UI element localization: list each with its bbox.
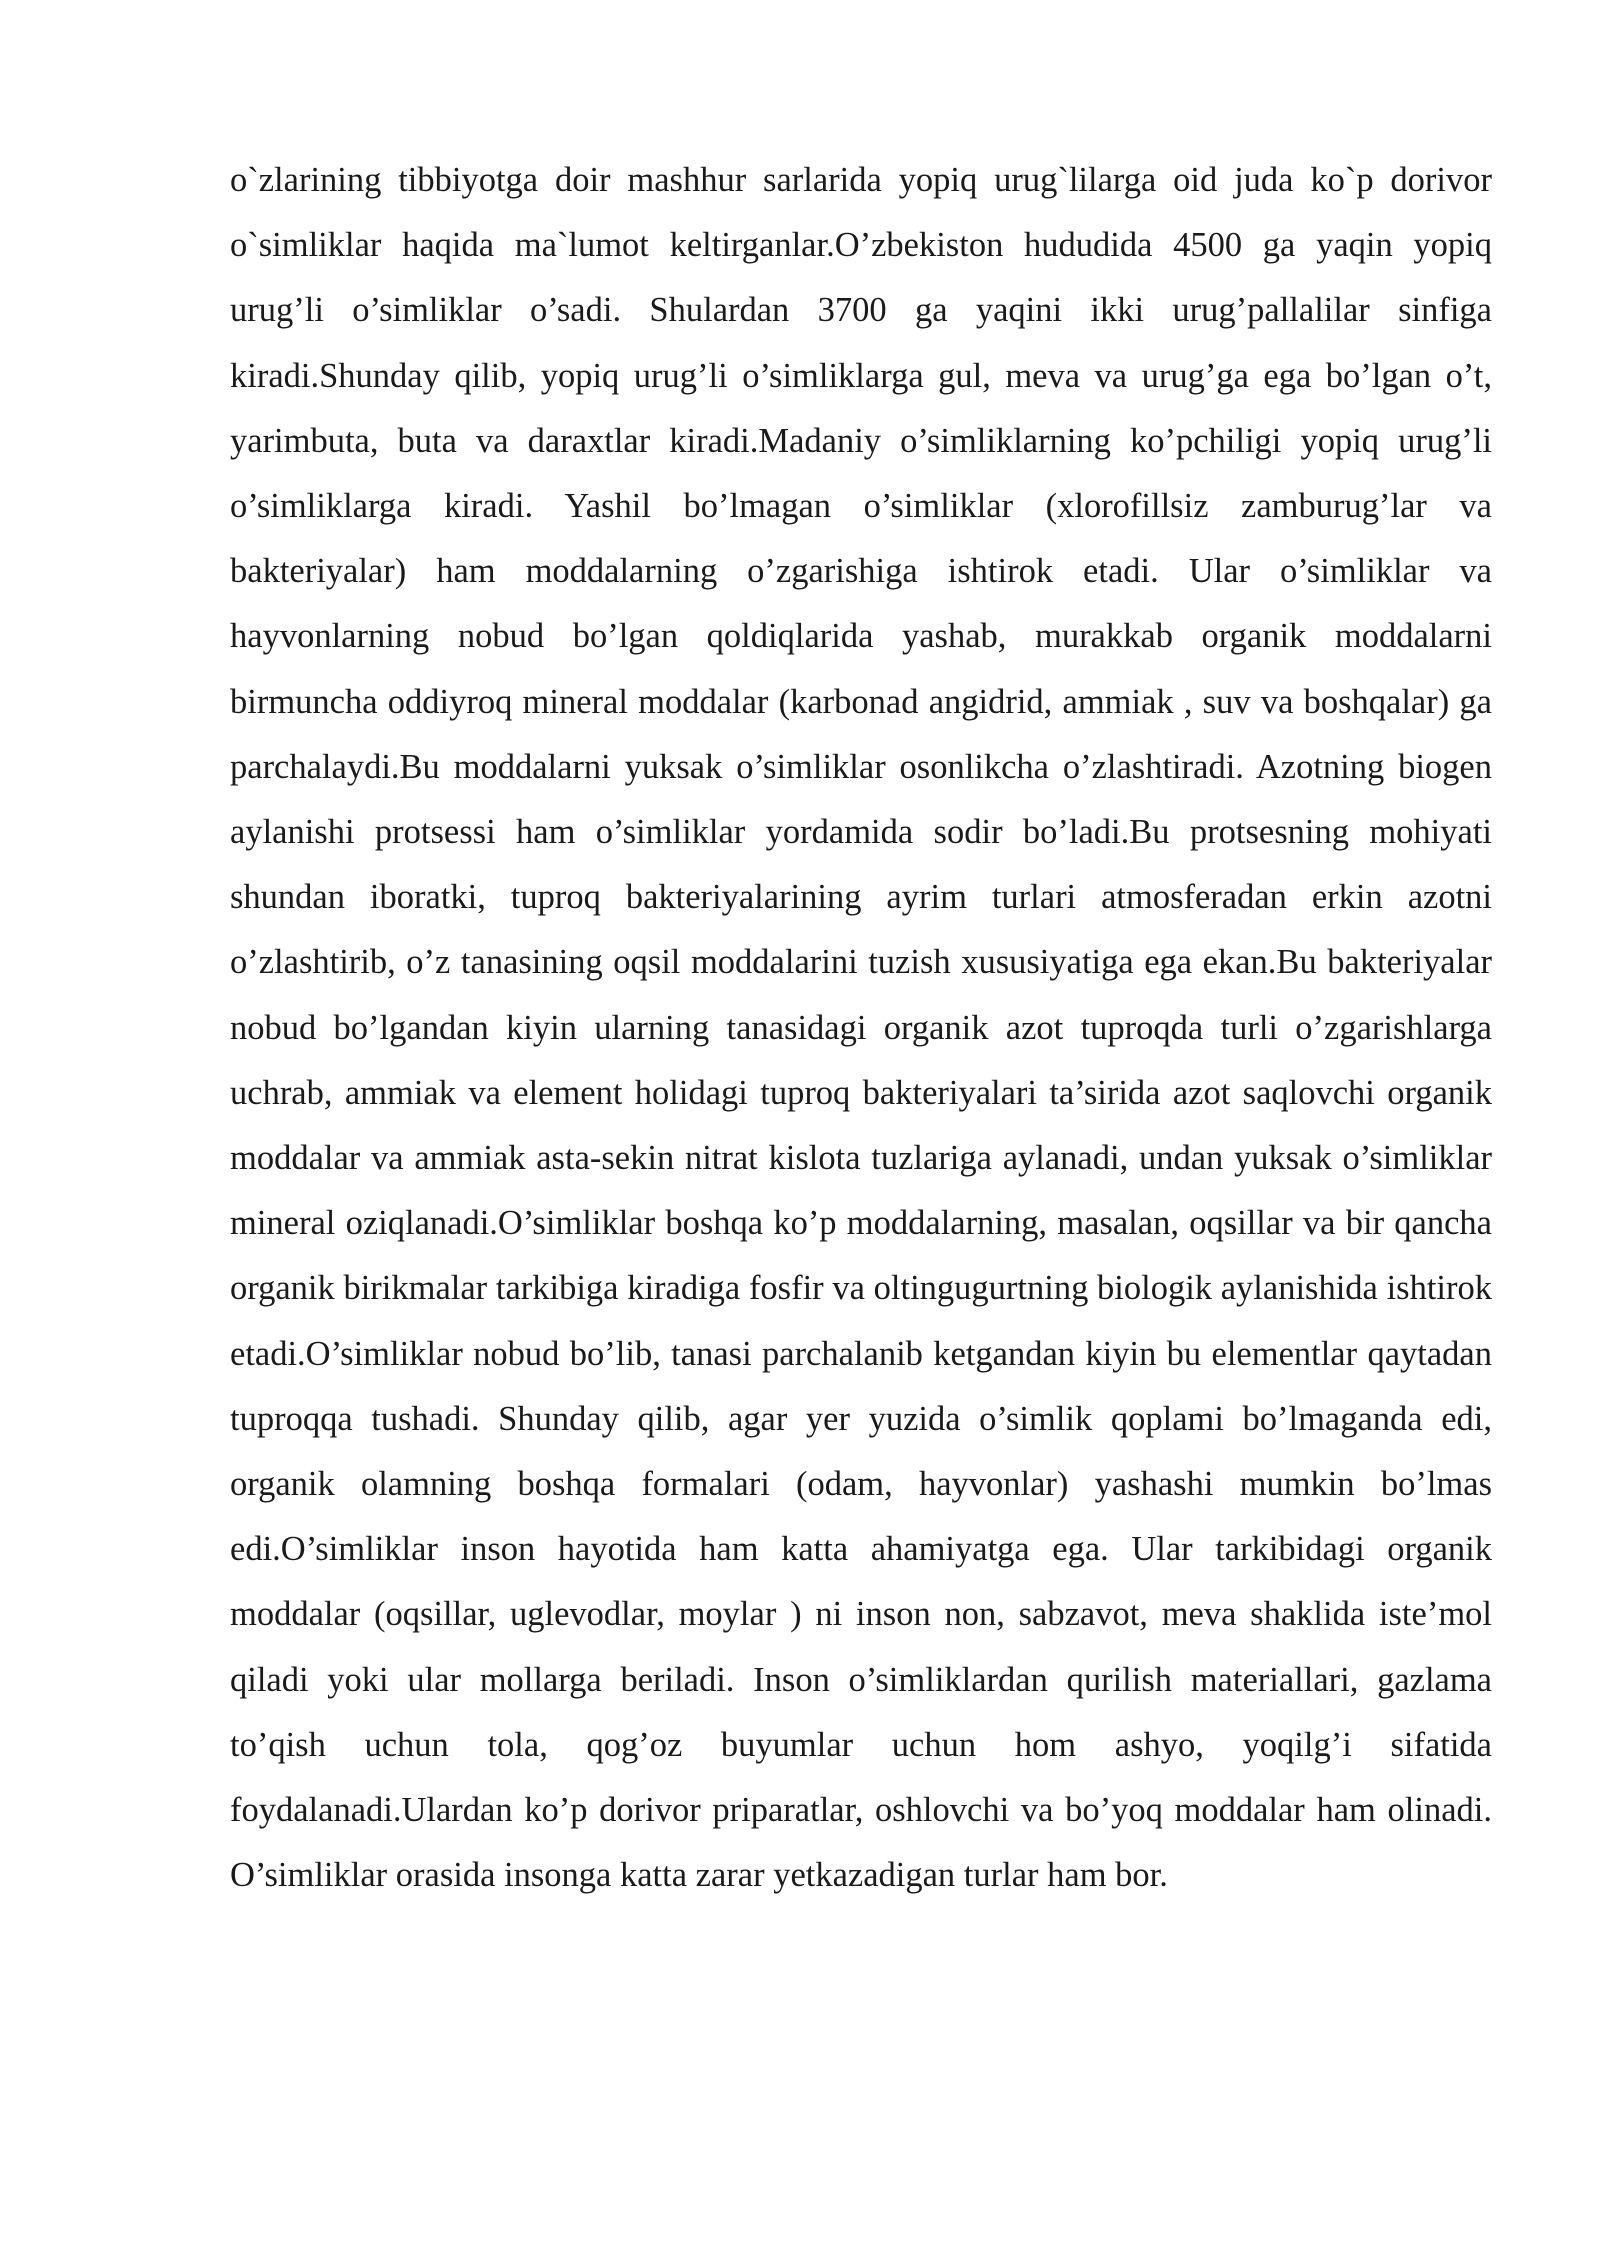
body-paragraph: o`zlarining tibbiyotga doir mashhur sarlarida yopiq urug`lilarga oid juda ko`p dorivor o`simliklar haqida ma`lumot keltirganlar.O’zbekiston hududida 4500 ga yaqin yopiq urug’li o’simliklar o’sadi. Shulardan 3700 ga yaqini ikki urug’pallalilar sinfiga kiradi.Shunday qilib, yopiq urug’li o’simliklarga gul, meva va urug’ga ega bo’lgan o’t, yarimbuta, buta va daraxtlar kiradi.Madaniy o’simliklarning ko’pchiligi yopiq urug’li o’simliklarga kiradi. Yashil bo’lmagan o’simliklar (xlorofillsiz zamburug’lar va bakteriyalar) ham moddalarning o’zgarishiga ishtirok etadi. Ular o’simliklar va hayvonlarning nobud bo’lgan qoldiqlarida yashab, murakkab organik moddalarni birmuncha oddiyroq mineral moddalar (karbonad angidrid, ammiak , suv va boshqalar) ga parchalaydi.Bu moddalarni yuksak o’simliklar osonlikcha o’zlashtiradi. Azotning biogen aylanishi protsessi ham o’simliklar yordamida sodir bo’ladi.Bu protsesning mohiyati shundan iboratki, tuproq bakteriyalarining ayrim turlari atmosferadan erkin azotni o’zlashtirib, o’z tanasining oqsil moddalarini tuzish xususiyatiga ega ekan.Bu bakteriyalar nobud bo’lgandan kiyin ularning tanasidagi organik azot tuproqda turli o’zgarishlarga uchrab, ammiak va element holidagi tuproq bakteriyalari ta’sirida azot saqlovchi organik moddalar va ammiak asta-sekin nitrat kislota tuzlariga aylanadi, undan yuksak o’simliklar mineral oziqlanadi.O’simliklar boshqa ko’p moddalarning, masalan, oqsillar va bir qancha organik birikmalar tarkibiga kiradiga fosfir va oltingugurtning biologik aylanishida ishtirok etadi.O’simliklar nobud bo’lib, tanasi parchalanib ketgandan kiyin bu elementlar qaytadan tuproqqa tushadi. Shunday qilib, agar yer yuzida o’simlik qoplami bo’lmaganda edi, organik olamning boshqa formalari (odam, hayvonlar) yashashi mumkin bo’lmas edi.O’simliklar inson hayotida ham katta ahamiyatga ega. Ular tarkibidagi organik moddalar (oqsillar, uglevodlar, moylar ) ni inson non, sabzavot, meva shaklida iste’mol qiladi yoki ular mollarga beriladi. Inson o’simliklardan qurilish materiallari, gazlama to’qish uchun tola, qog’oz buyumlar uchun hom ashyo, yoqilg’i sifatida foydalanadi.Ulardan ko’p dorivor priparatlar, oshlovchi va bo’yoq moddalar ham olinadi. O’simliklar orasida insonga katta zarar yetkazadigan turlar ham bor. [230,161,1492,1895]
